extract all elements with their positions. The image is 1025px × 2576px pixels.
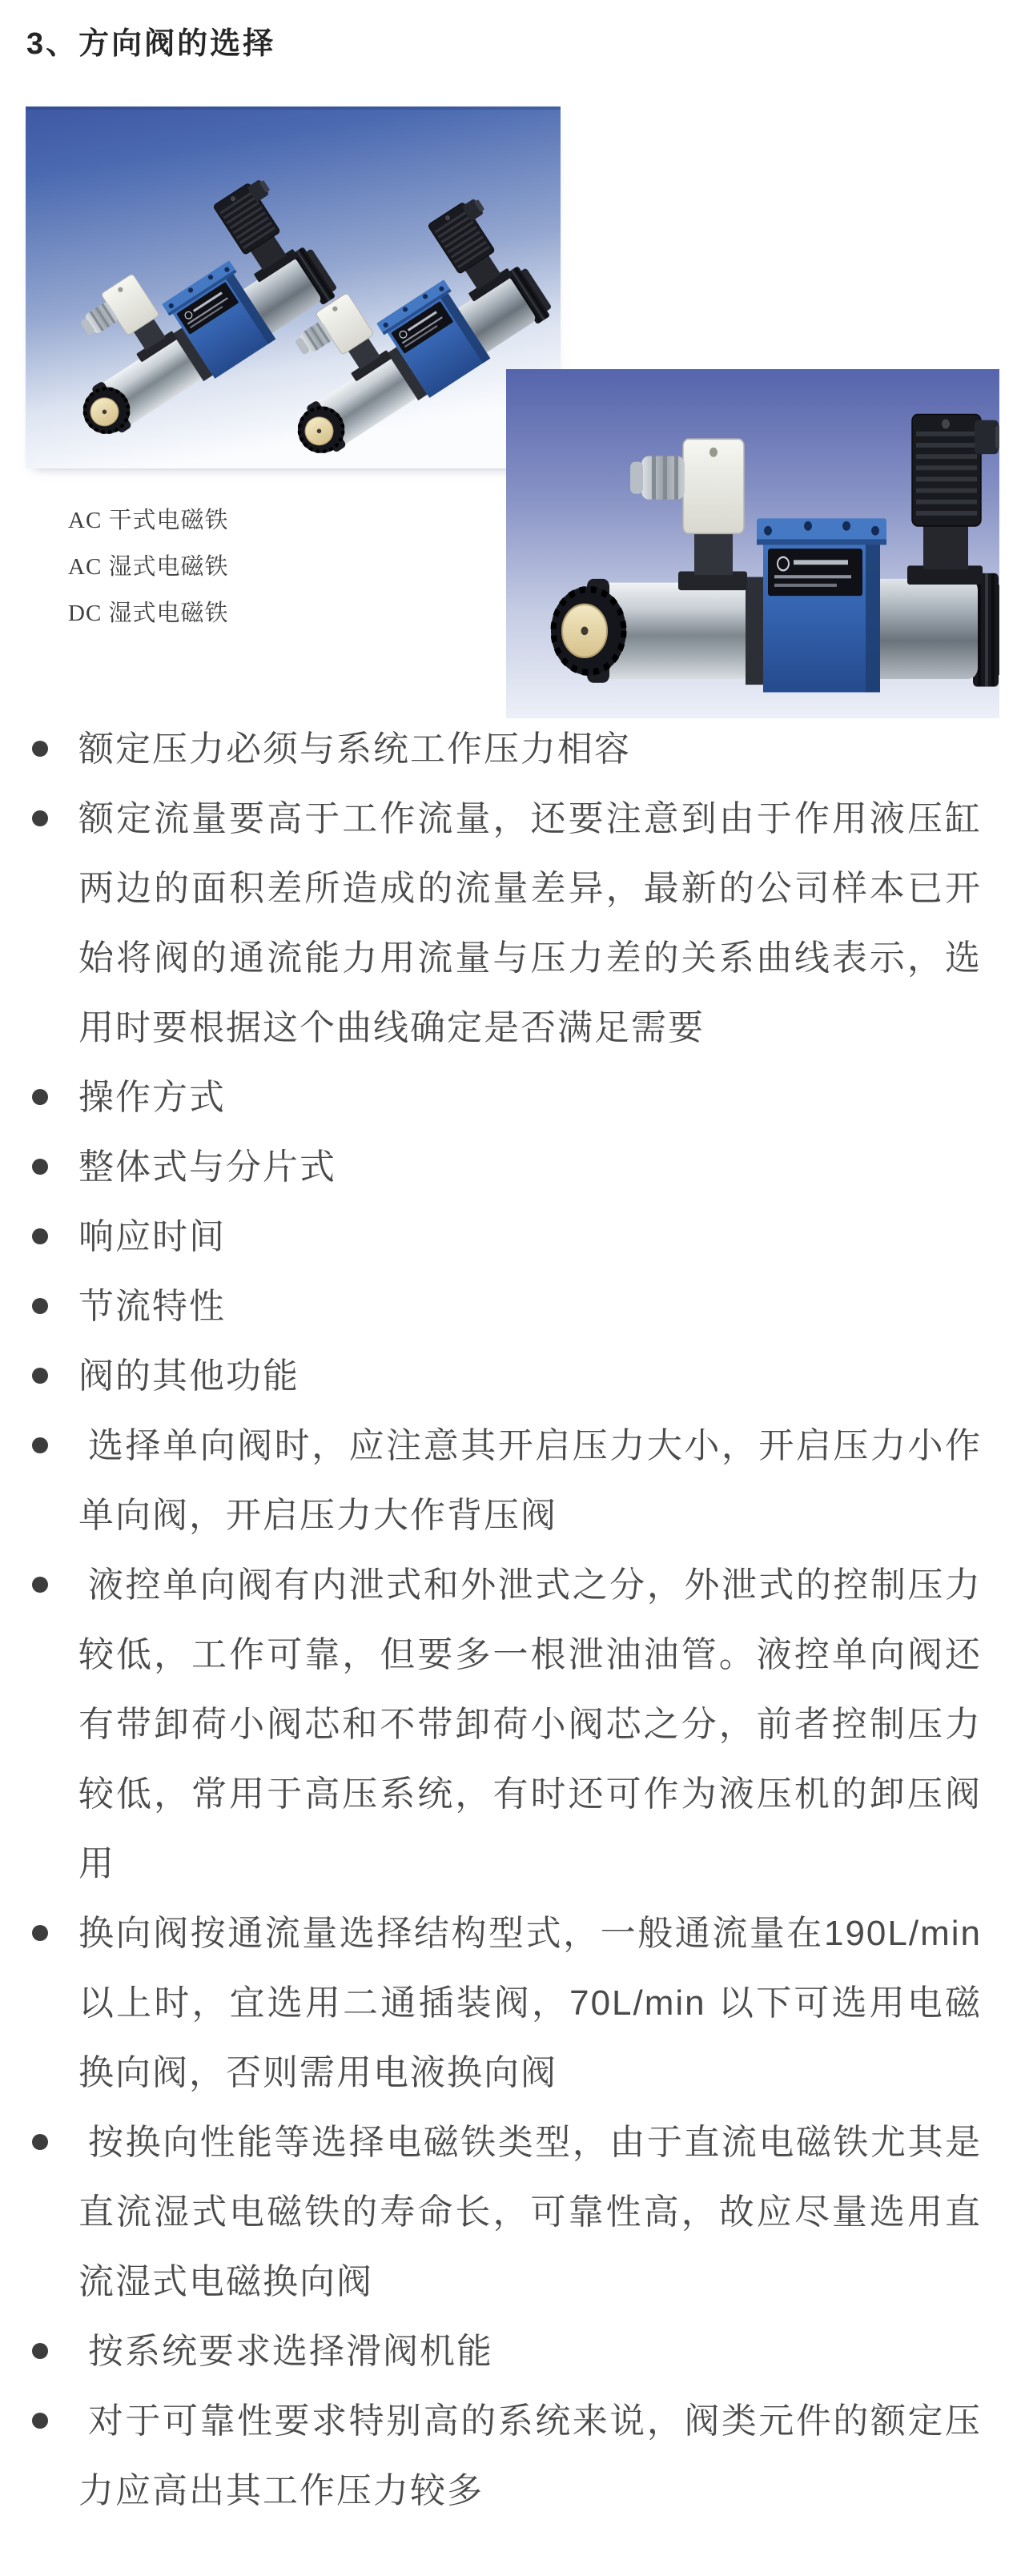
- valves-pair-illustration: [26, 106, 561, 468]
- bullet-dot-icon: [32, 1437, 48, 1453]
- product-photo-valve-single: [506, 369, 999, 718]
- bullet-dot-icon: [32, 2413, 48, 2429]
- list-item: [26, 1132, 987, 1202]
- caption-ac-dry: AC 干式电磁铁: [68, 508, 229, 533]
- bullet-text: 对于可靠性要求特别高的系统来说，阀类元件的额定压力应高出其工作压力较多: [78, 2401, 982, 2510]
- product-photo-valves-pair: [26, 106, 561, 468]
- list-item: [26, 1063, 987, 1132]
- bullet-dot-icon: [32, 1089, 48, 1105]
- bullet-dot-icon: [32, 1577, 48, 1593]
- bullet-dot-icon: [32, 1925, 48, 1941]
- bullet-text: 响应时间: [78, 1217, 226, 1256]
- bullet-dot-icon: [32, 2343, 48, 2359]
- bullet-text: 阀的其他功能: [78, 1356, 299, 1396]
- bullet-dot-icon: [32, 741, 48, 757]
- list-item: [26, 1899, 987, 2108]
- list-item: [26, 2317, 987, 2386]
- page-title: 3、方向阀的选择: [26, 27, 276, 61]
- list-item: [26, 1550, 987, 1899]
- bullet-dot-icon: [32, 810, 48, 826]
- bullet-text: 额定压力必须与系统工作压力相容: [78, 729, 631, 769]
- list-item: [26, 1202, 987, 1272]
- bullet-text: 按换向性能等选择电磁铁类型，由于直流电磁铁尤其是直流湿式电磁铁的寿命长，可靠性高，故应尽量选用直流湿式电磁换向阀: [78, 2123, 982, 2301]
- bullet-text: 节流特性: [78, 1287, 226, 1326]
- list-item: [26, 1411, 987, 1550]
- bullet-dot-icon: [32, 1228, 48, 1244]
- bullet-dot-icon: [32, 2134, 48, 2150]
- bullet-text: 按系统要求选择滑阀机能: [88, 2332, 493, 2371]
- list-item: [26, 1272, 987, 1341]
- bullet-text: 额定流量要高于工作流量，还要注意到由于作用液压缸两边的面积差所造成的流量差异，最新的公司样本已开始将阀的通流能力用流量与压力差的关系曲线表示，选用时要根据这个曲线确定是否满足需要: [78, 799, 982, 1047]
- bullet-dot-icon: [32, 1298, 48, 1314]
- list-item: [26, 784, 987, 1063]
- caption-dc-wet: DC 湿式电磁铁: [68, 601, 229, 626]
- caption-ac-wet: AC 湿式电磁铁: [68, 554, 229, 580]
- bullet-dot-icon: [32, 1368, 48, 1384]
- photo-captions: [68, 497, 404, 637]
- valve-single-illustration: [506, 369, 999, 718]
- bullet-text: 操作方式: [78, 1078, 226, 1117]
- list-item: [26, 1341, 987, 1411]
- bullet-list: [26, 714, 987, 2526]
- list-item: [26, 714, 987, 784]
- bullet-text: 换向阀按通流量选择结构型式，一般通流量在190L/min以上时，宜选用二通插装阀，70L/min 以下可选用电磁换向阀，否则需用电液换向阀: [78, 1914, 982, 2092]
- list-item: [26, 2108, 987, 2317]
- bullet-text: 整体式与分片式: [78, 1147, 336, 1187]
- bullet-text: 液控单向阀有内泄式和外泄式之分，外泄式的控制压力较低，工作可靠，但要多一根泄油油管。液控单向阀还有带卸荷小阀芯和不带卸荷小阀芯之分，前者控制压力较低，常用于高压系统，有时还可作为液压机的卸压阀用: [78, 1565, 982, 1883]
- bullet-dot-icon: [32, 1159, 48, 1175]
- list-item: [26, 2386, 987, 2526]
- bullet-text: 选择单向阀时，应注意其开启压力大小，开启压力小作单向阀，开启压力大作背压阀: [78, 1426, 982, 1535]
